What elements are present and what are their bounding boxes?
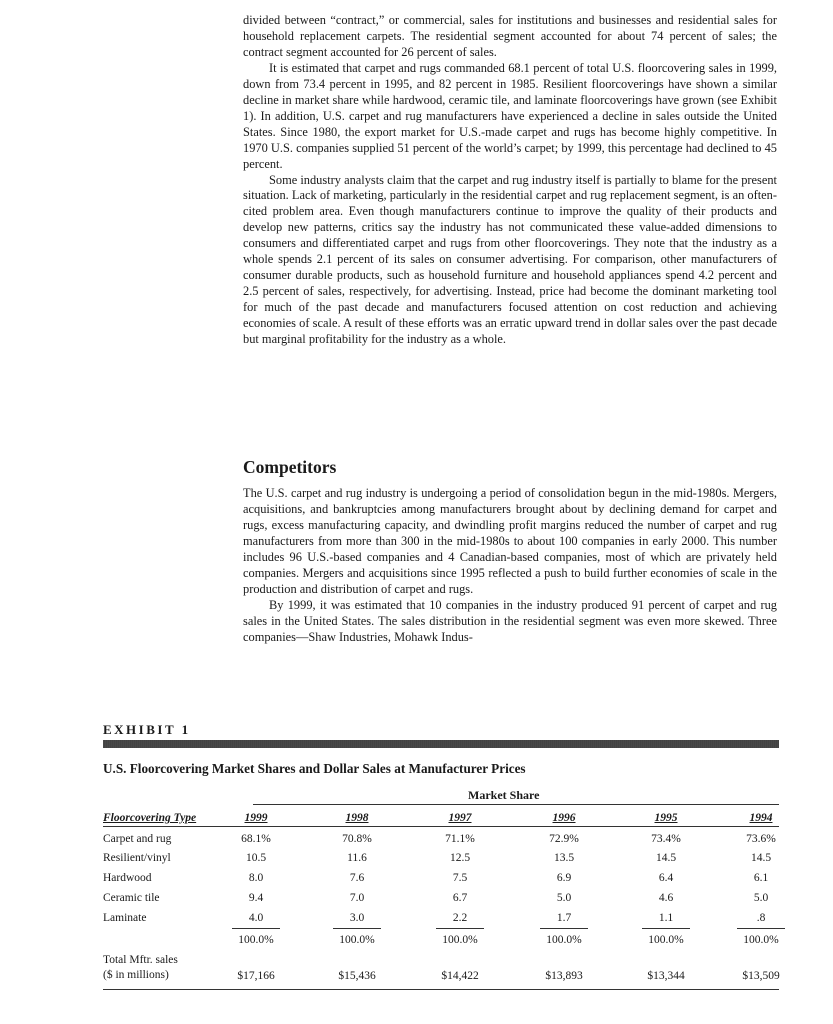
paragraph: It is estimated that carpet and rugs commanded 68.1 percent of total U.S. floorcovering sales in 1999, down from 73.4 percent in 1995, and 82 percent in 1985. Resilient floorcoverings have shown a similar decline in market share while hardwood, ceramic tile, and laminate floorcoverings have grown (see Exhibit 1). In addition, U.S. carpet and rug manufacturers have experienced a decline in sales outside the United States. Since 1980, the export market for U.S.-made carpet and rugs has become highly competitive. In 1970 U.S. companies supplied 51 percent of the world’s carpet; by 1999, this percentage had declined to 45 percent. bbox=[243, 60, 777, 171]
column-header-year: 1994 bbox=[749, 812, 773, 824]
row-label: Hardwood bbox=[103, 872, 152, 884]
exhibit-divider-bar bbox=[103, 740, 779, 748]
sales-cell: $14,422 bbox=[441, 970, 479, 982]
total-cell: 100.0% bbox=[743, 934, 779, 946]
table-cell: .8 bbox=[756, 912, 766, 924]
table-cell: 13.5 bbox=[553, 852, 575, 864]
row-label: Resilient/vinyl bbox=[103, 852, 171, 864]
table-bottom-rule bbox=[103, 989, 779, 990]
total-cell: 100.0% bbox=[442, 934, 478, 946]
table-cell: 1.1 bbox=[658, 912, 674, 924]
table-cell: 8.0 bbox=[248, 872, 264, 884]
table-cell: 6.1 bbox=[753, 872, 769, 884]
table-cell: 1.7 bbox=[556, 912, 572, 924]
table-cell: 14.5 bbox=[750, 852, 772, 864]
table-cell: 4.6 bbox=[658, 892, 674, 904]
table-cell: 6.4 bbox=[658, 872, 674, 884]
exhibit-title: U.S. Floorcovering Market Shares and Dollar Sales at Manufacturer Prices bbox=[103, 761, 526, 776]
subtotal-rule bbox=[232, 928, 280, 929]
sales-label-units: ($ in millions) bbox=[103, 969, 169, 981]
table-cell: 5.0 bbox=[753, 892, 769, 904]
total-cell: 100.0% bbox=[238, 934, 274, 946]
body-text-block bbox=[243, 13, 777, 348]
column-header-year: 1998 bbox=[345, 812, 369, 824]
table-cell: 7.5 bbox=[452, 872, 468, 884]
total-cell: 100.0% bbox=[339, 934, 375, 946]
sales-label: Total Mftr. sales bbox=[103, 954, 178, 966]
table-cell: 2.2 bbox=[452, 912, 468, 924]
subtotal-rule bbox=[436, 928, 484, 929]
exhibit-label: EXHIBIT 1 bbox=[103, 722, 191, 737]
table-cell: 14.5 bbox=[655, 852, 677, 864]
column-header-year: 1996 bbox=[552, 812, 576, 824]
table-cell: 10.5 bbox=[245, 852, 267, 864]
sales-cell: $13,509 bbox=[742, 970, 780, 982]
row-label: Laminate bbox=[103, 912, 147, 924]
table-cell: 4.0 bbox=[248, 912, 264, 924]
table-cell: 71.1% bbox=[445, 833, 475, 845]
section-heading: Competitors bbox=[243, 457, 337, 477]
subtotal-rule bbox=[540, 928, 588, 929]
subtotal-rule bbox=[642, 928, 690, 929]
table-cell: 3.0 bbox=[349, 912, 365, 924]
column-header-type: Floorcovering Type bbox=[103, 812, 197, 824]
table-cell: 7.6 bbox=[349, 872, 365, 884]
paragraph: divided between “contract,” or commercial, sales for institutions and businesses and residential sales for household replacement carpets. The residential segment accounted for about 74 percent of sales; the contract segment accounted for 26 percent of sales. bbox=[243, 13, 777, 59]
sales-cell: $13,344 bbox=[647, 970, 685, 982]
header-rule bbox=[253, 804, 779, 805]
column-header-year: 1995 bbox=[654, 812, 678, 824]
subtotal-rule bbox=[737, 928, 785, 929]
column-header-year: 1999 bbox=[244, 812, 268, 824]
header-rule bbox=[103, 826, 779, 827]
column-header-year: 1997 bbox=[448, 812, 472, 824]
paragraph: Some industry analysts claim that the carpet and rug industry itself is partially to blame for the present situation. Lack of marketing, particularly in the residential carpet and rug replacement segment, is an often-cited problem area. Even though manufacturers continue to improve the quality of their products and develop new patterns, critics say the industry has not communicated these value-added dimensions to consumers and differentiated carpet and rugs from other floorcoverings. They note that the industry as a whole spends 2.1 percent of its sales on consumer advertising. For comparison, other manufacturers of consumer durable products, such as household furniture and household appliances spend 4.2 percent and 2.5 percent of sales, respectively, for advertising. Instead, price had become the dominant marketing tool for much of the past decade and manufacturers focused attention on cost reduction and achieving economies of scale. A result of these efforts was an erratic upward trend in dollar sales over the past decade but marginal profitability for the industry as a whole. bbox=[243, 172, 777, 347]
row-label: Carpet and rug bbox=[103, 833, 172, 845]
table-cell: 73.4% bbox=[651, 833, 681, 845]
paragraph: The U.S. carpet and rug industry is undergoing a period of consolidation begun in the mid-1980s. Mergers, acquisitions, and bankruptcies among manufacturers brought about by declining demand for carpet and rugs, excess manufacturing capacity, and dwindling profit margins reduced the number of carpet and rug manufacturers from more than 300 in the mid-1980s to about 100 companies in early 2000. This number includes 96 U.S.-based companies and 4 Canadian-based companies, most of which are privately held companies. Mergers and acquisitions since 1995 reflected a push to build further economies of scale in the production and distribution of carpet and rugs. bbox=[243, 486, 777, 596]
market-share-header: Market Share bbox=[468, 788, 540, 802]
sales-cell: $15,436 bbox=[338, 970, 376, 982]
table-cell: 6.9 bbox=[556, 872, 572, 884]
total-cell: 100.0% bbox=[546, 934, 582, 946]
table-cell: 12.5 bbox=[449, 852, 471, 864]
table-cell: 68.1% bbox=[241, 833, 271, 845]
sales-cell: $17,166 bbox=[237, 970, 275, 982]
table-cell: 11.6 bbox=[347, 852, 367, 864]
body-text-block bbox=[243, 486, 777, 646]
table-cell: 73.6% bbox=[746, 833, 776, 845]
table-cell: 5.0 bbox=[556, 892, 572, 904]
paragraph: By 1999, it was estimated that 10 companies in the industry produced 91 percent of carpet and rug sales in the United States. The sales distribution in the residential segment was even more skewed. Three companies—Shaw Industries, Mohawk Indus- bbox=[243, 597, 777, 644]
table-cell: 9.4 bbox=[248, 892, 264, 904]
total-cell: 100.0% bbox=[648, 934, 684, 946]
table-cell: 7.0 bbox=[349, 892, 365, 904]
table-cell: 6.7 bbox=[452, 892, 468, 904]
sales-cell: $13,893 bbox=[545, 970, 583, 982]
row-label: Ceramic tile bbox=[103, 892, 160, 904]
subtotal-rule bbox=[333, 928, 381, 929]
table-cell: 70.8% bbox=[342, 833, 372, 845]
table-cell: 72.9% bbox=[549, 833, 579, 845]
